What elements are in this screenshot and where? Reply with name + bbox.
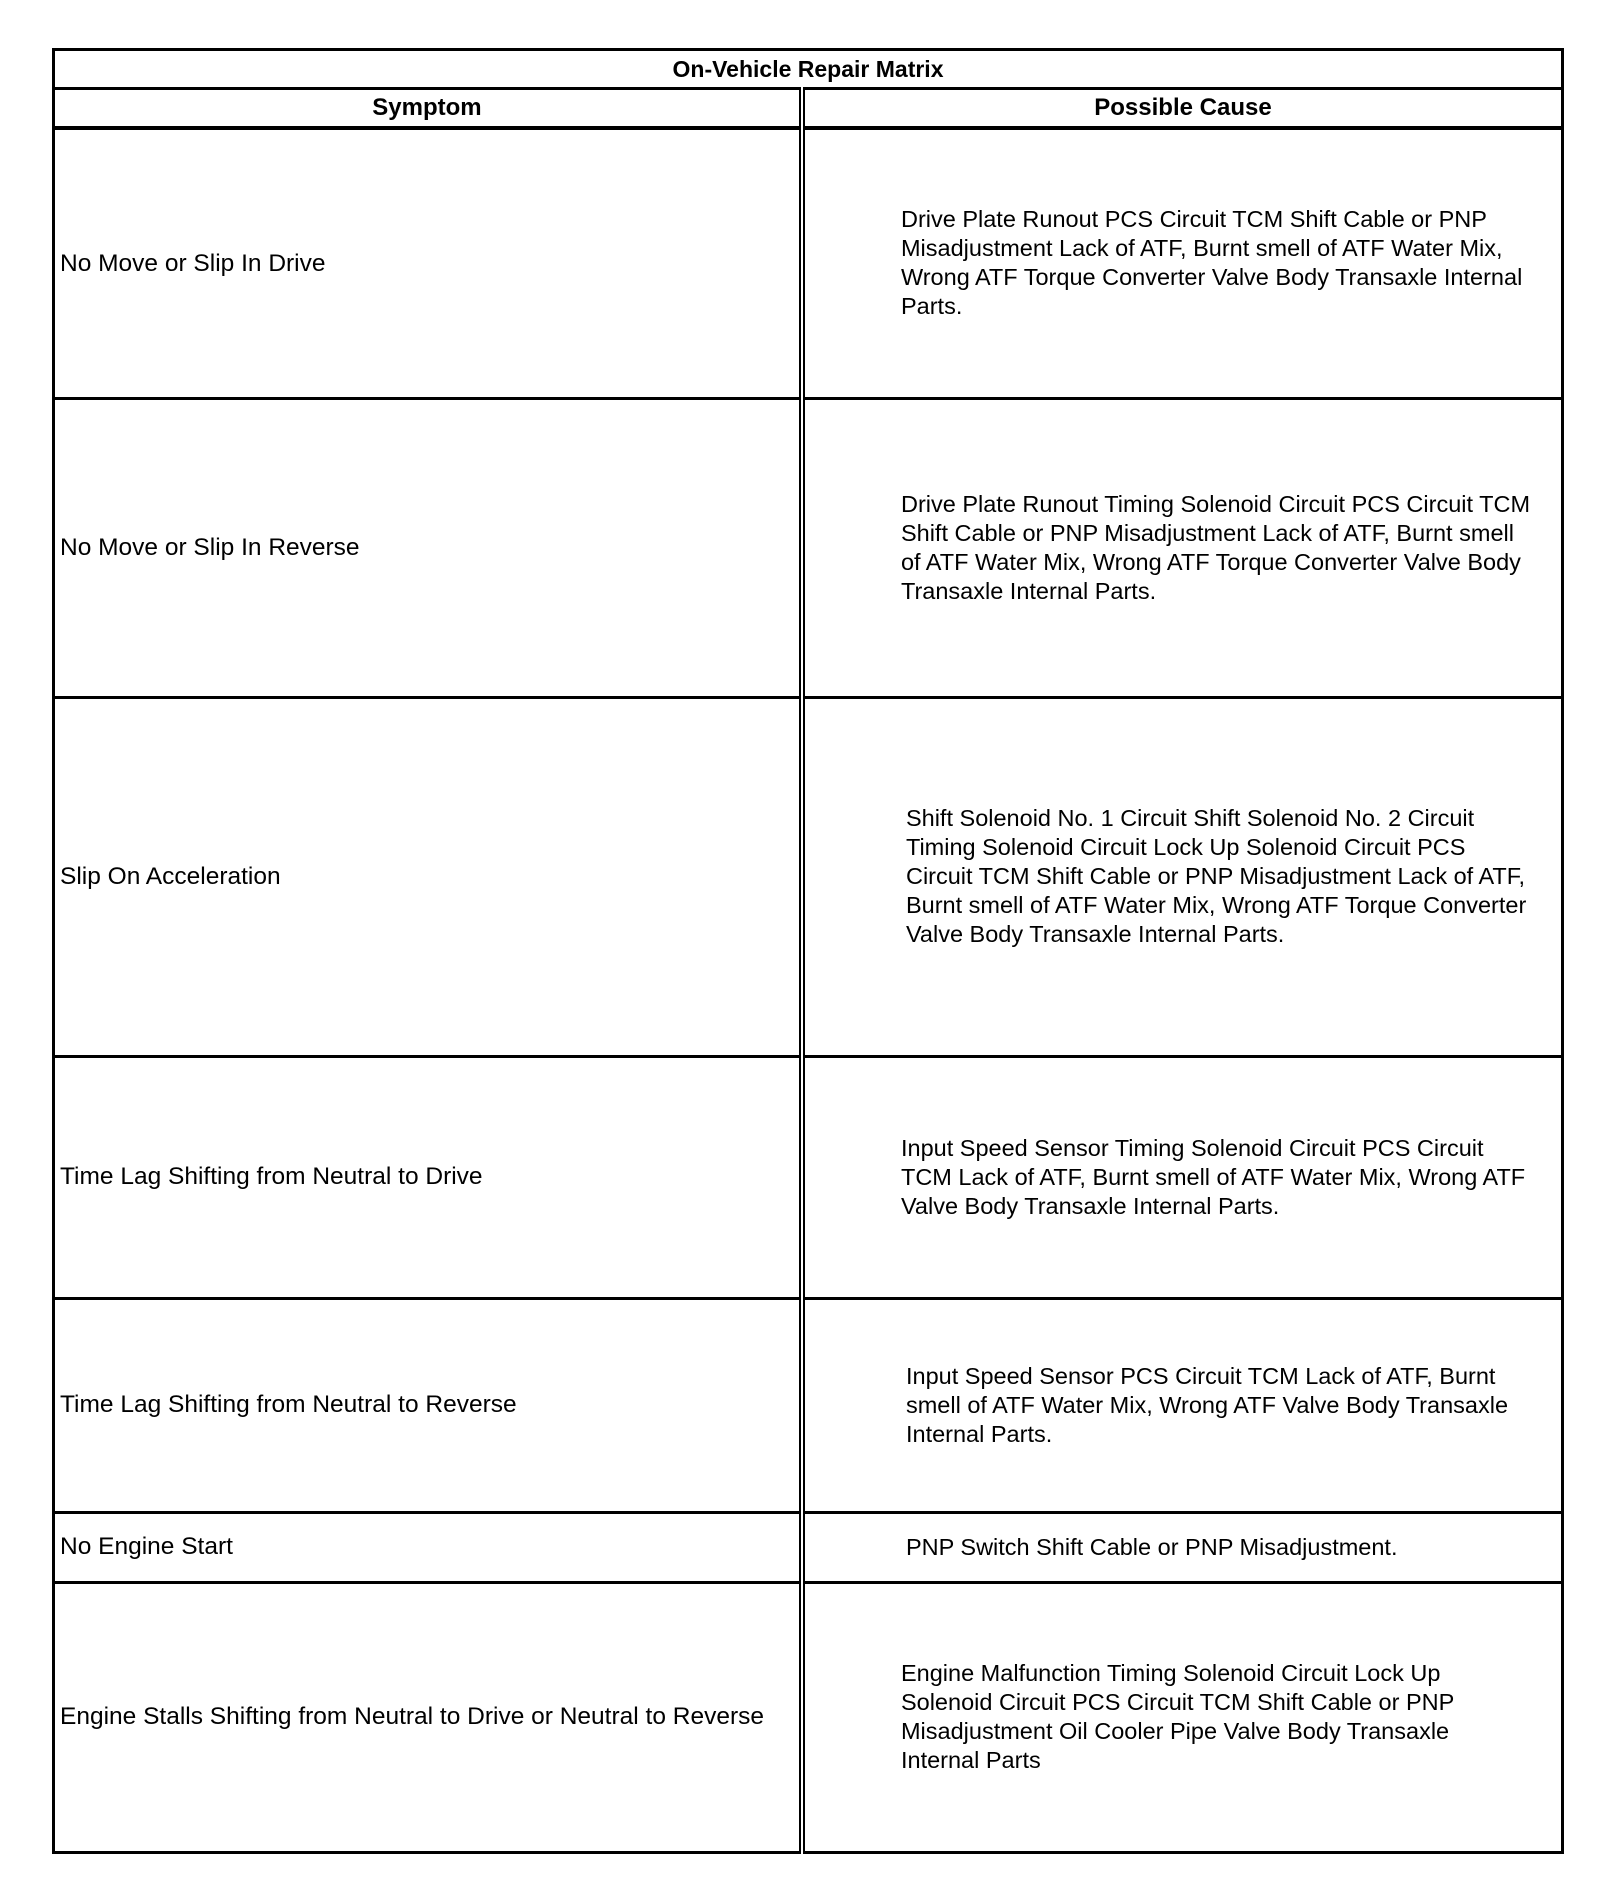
cause-text: Engine Malfunction Timing Solenoid Circuit Lock Up Solenoid Circuit PCS Circuit TCM Shift Cable or PNP Misadjustment Oil Cooler Pipe Valve Body Transaxle Internal Parts <box>900 1660 1454 1773</box>
table-title: On-Vehicle Repair Matrix <box>54 50 1563 89</box>
cause-cell <box>802 1512 1563 1582</box>
cause-cell <box>802 398 1563 697</box>
cause-text: PNP Switch Shift Cable or PNP Misadjustment. <box>905 1533 1398 1560</box>
header-row <box>54 89 1563 129</box>
possible-cause-header: Possible Cause <box>802 89 1563 129</box>
table-row <box>54 128 1563 398</box>
symptom-cell: Time Lag Shifting from Neutral to Reverse <box>54 1298 802 1512</box>
cause-text: Shift Solenoid No. 1 Circuit Shift Solenoid No. 2 Circuit Timing Solenoid Circuit Lock Up Solenoid Circuit PCS Circuit TCM Shift Cable or PNP Misadjustment Lack of ATF, Burnt smell of ATF Water Mix, Wrong ATF Torque Converter Valve Body Transaxle Internal Parts. <box>905 805 1527 947</box>
cause-cell <box>802 1582 1563 1852</box>
repair-matrix-table <box>52 48 1564 1854</box>
cause-text: Input Speed Sensor PCS Circuit TCM Lack of ATF, Burnt smell of ATF Water Mix, Wrong ATF Valve Body Transaxle Internal Parts. <box>905 1362 1509 1447</box>
table-row <box>54 1512 1563 1582</box>
symptom-cell: Slip On Acceleration <box>54 697 802 1056</box>
table-row <box>54 398 1563 697</box>
symptom-cell: No Move or Slip In Drive <box>54 128 802 398</box>
table-row <box>54 1298 1563 1512</box>
symptom-header: Symptom <box>54 89 802 129</box>
table-row <box>54 1056 1563 1298</box>
cause-cell <box>802 128 1563 398</box>
table-row <box>54 697 1563 1056</box>
symptom-cell: No Move or Slip In Reverse <box>54 398 802 697</box>
cause-cell <box>802 1056 1563 1298</box>
cause-text: Drive Plate Runout Timing Solenoid Circuit PCS Circuit TCM Shift Cable or PNP Misadjustment Lack of ATF, Burnt smell of ATF Water Mix, Wrong ATF Torque Converter Valve Body Transaxle Internal Parts. <box>900 490 1531 604</box>
symptom-cell: No Engine Start <box>54 1512 802 1582</box>
cause-text: Drive Plate Runout PCS Circuit TCM Shift Cable or PNP Misadjustment Lack of ATF, Burnt smell of ATF Water Mix, Wrong ATF Torque Converter Valve Body Transaxle Internal Parts. <box>900 206 1523 320</box>
symptom-cell: Engine Stalls Shifting from Neutral to Drive or Neutral to Reverse <box>54 1582 802 1852</box>
table-row <box>54 1582 1563 1852</box>
symptom-cell: Time Lag Shifting from Neutral to Drive <box>54 1056 802 1298</box>
cause-cell <box>802 697 1563 1056</box>
title-row <box>54 50 1563 89</box>
cause-cell <box>802 1298 1563 1512</box>
cause-text: Input Speed Sensor Timing Solenoid Circuit PCS Circuit TCM Lack of ATF, Burnt smell of ATF Water Mix, Wrong ATF Valve Body Transaxle Internal Parts. <box>900 1134 1526 1219</box>
